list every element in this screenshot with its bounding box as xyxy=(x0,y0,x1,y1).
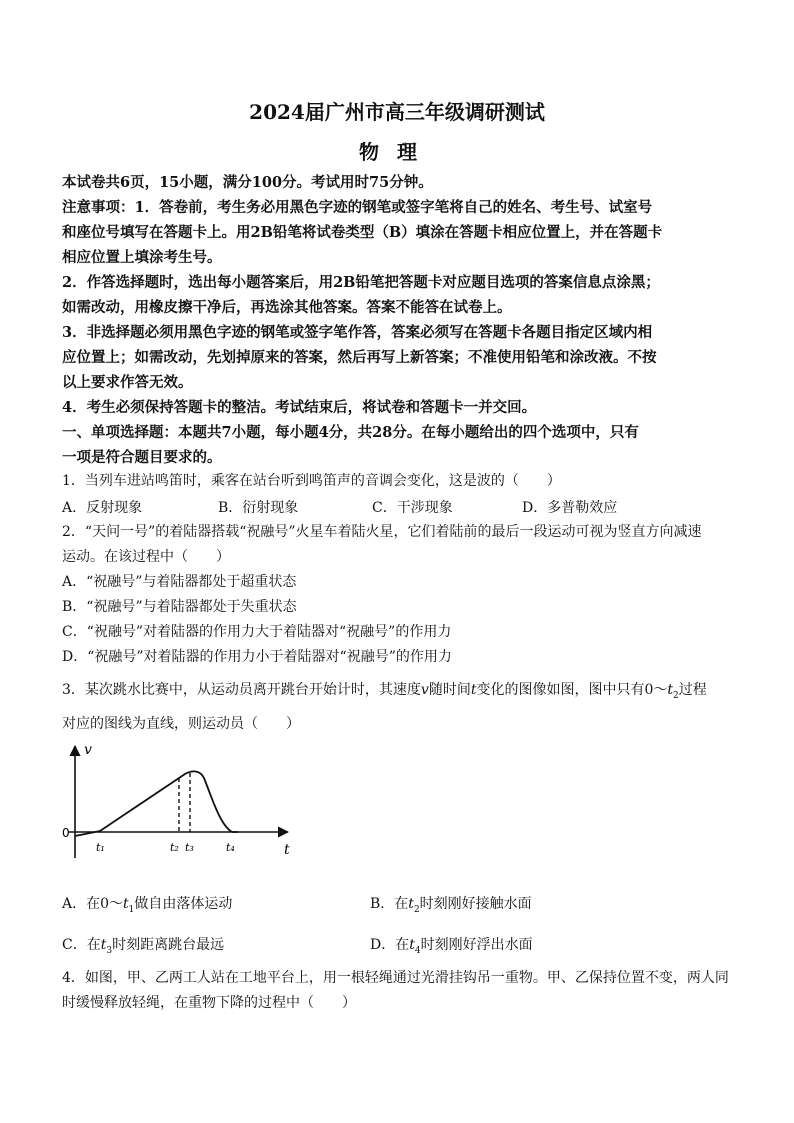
tick-label-t2: t₂ xyxy=(170,841,179,854)
q3-stem-b: 对应的图线为直线，则运动员（ ） xyxy=(62,716,300,732)
q1-stem: 1．当列车进站鸣笛时，乘客在站台听到鸣笛声的音调会变化，这是波的（ ） xyxy=(62,473,561,489)
q3-option-d xyxy=(370,934,533,956)
q3-option-b-var: t xyxy=(408,896,414,912)
q3-stem-part2: 随时间 xyxy=(428,682,471,698)
q3-option-b xyxy=(370,893,532,915)
instruction-3a: 3．非选择题必须用黑色字迹的钢笔或签字笔作答，答案必须写在答题卡各题目指定区域内相 xyxy=(62,324,653,341)
q1-option-c: C．干涉现象 xyxy=(372,500,453,516)
instruction-3b: 应位置上；如需改动，先划掉原来的答案，然后再写上新答案；不准使用铅笔和涂改液。不按 xyxy=(62,349,657,366)
q3-option-c xyxy=(62,934,224,956)
origin-label: 0 xyxy=(62,826,70,840)
exam-title: 2024届广州市高三年级调研测试 xyxy=(249,100,545,124)
axis-label-t: t xyxy=(284,842,290,858)
q2-option-c: C．“祝融号”对着陆器的作用力大于着陆器对“祝融号”的作用力 xyxy=(62,624,452,640)
q1-option-a: A．反射现象 xyxy=(62,500,143,516)
q3-option-d-post: 时刻刚好浮出水面 xyxy=(420,937,533,953)
q3-option-d-var: t xyxy=(409,937,415,953)
q3-var-t: t xyxy=(470,682,477,698)
instruction-3c: 以上要求作答无效。 xyxy=(62,374,193,391)
q1-option-d: D．多普勒效应 xyxy=(522,500,618,516)
velocity-time-graph xyxy=(62,740,302,860)
q3-option-a-post: 做自由落体运动 xyxy=(134,896,233,912)
section-heading-b: 一项是符合题目要求的。 xyxy=(62,449,222,466)
q2-stem-a: 2．“天问一号”的着陆器搭载“祝融号”火星车着陆火星，它们着陆前的最后一段运动可视为竖直方向减速 xyxy=(62,524,702,540)
instruction-2b: 如需改动，用橡皮擦干净后，再选涂其他答案。答案不能答在试卷上。 xyxy=(62,299,512,316)
q3-option-a-sub: 1 xyxy=(128,904,135,915)
exam-intro: 本试卷共6页，15小题，满分100分。考试用时75分钟。 xyxy=(62,174,433,191)
instruction-1c: 相应位置上填涂考生号。 xyxy=(62,249,222,266)
q3-option-c-var: t xyxy=(100,937,107,953)
q3-var-t2: t xyxy=(667,682,674,698)
instruction-4: 4．考生必须保持答题卡的整洁。考试结束后，将试卷和答题卡一并交回。 xyxy=(62,399,537,416)
q3-option-b-pre: B．在 xyxy=(370,896,409,912)
q3-stem-a xyxy=(62,678,707,709)
q3-option-c-sub: 3 xyxy=(106,945,113,956)
q3-option-d-sub: 4 xyxy=(414,945,421,956)
instruction-1b: 和座位号填写在答题卡上。用2B铅笔将试卷类型（B）填涂在答题卡相应位置上，并在答题卡 xyxy=(62,224,663,241)
q3-stem-part4: 过程 xyxy=(678,682,707,698)
q2-option-b: B．“祝融号”与着陆器都处于失重状态 xyxy=(62,599,297,615)
vt-curve xyxy=(75,771,232,836)
instruction-1a: 注意事项：1．答卷前，考生务必用黑色字迹的钢笔或签字笔将自己的姓名、考生号、试室号 xyxy=(62,199,653,216)
q3-var-t2-sub: 2 xyxy=(673,690,679,701)
q3-option-b-sub: 2 xyxy=(413,904,420,915)
q3-stem-part3: 变化的图像如图，图中只有0～ xyxy=(476,682,668,698)
q4-stem-b: 时缓慢释放轻绳，在重物下降的过程中（ ） xyxy=(62,995,356,1011)
q4-stem-a: 4．如图，甲、乙两工人站在工地平台上，用一根轻绳通过光滑挂钩吊一重物。甲、乙保持位置不变，两人同 xyxy=(62,970,729,986)
tick-label-t4: t₄ xyxy=(226,841,235,854)
q3-option-c-post: 时刻距离跳台最远 xyxy=(112,937,225,953)
section-heading-a: 一、单项选择题：本题共7小题，每小题4分，共28分。在每小题给出的四个选项中，只有 xyxy=(62,424,639,441)
q3-option-d-pre: D．在 xyxy=(370,937,410,953)
tick-label-t1: t₁ xyxy=(96,841,105,854)
q2-option-a: A．“祝融号”与着陆器都处于超重状态 xyxy=(62,574,297,590)
subject-title: 物理 xyxy=(359,140,435,164)
q3-stem-part1: 3．某次跳水比赛中，从运动员离开跳台开始计时，其速度 xyxy=(62,682,421,698)
q2-stem-b: 运动。在该过程中（ ） xyxy=(62,549,230,565)
q3-var-v: v xyxy=(420,682,429,698)
instruction-2a: 2．作答选择题时，选出每小题答案后，用2B铅笔把答题卡对应题目选项的答案信息点涂黑； xyxy=(62,274,660,291)
q3-option-a-pre: A．在0～ xyxy=(62,896,124,912)
q3-option-b-post: 时刻刚好接触水面 xyxy=(419,896,532,912)
q3-option-a xyxy=(62,893,232,915)
axis-label-v: v xyxy=(84,742,92,758)
q3-option-a-var: t xyxy=(123,896,129,912)
q3-option-c-pre: C．在 xyxy=(62,937,101,953)
q1-option-b: B．衍射现象 xyxy=(218,500,299,516)
tick-label-t3: t₃ xyxy=(185,841,194,854)
q2-option-d: D．“祝融号”对着陆器的作用力小于着陆器对“祝融号”的作用力 xyxy=(62,649,452,665)
